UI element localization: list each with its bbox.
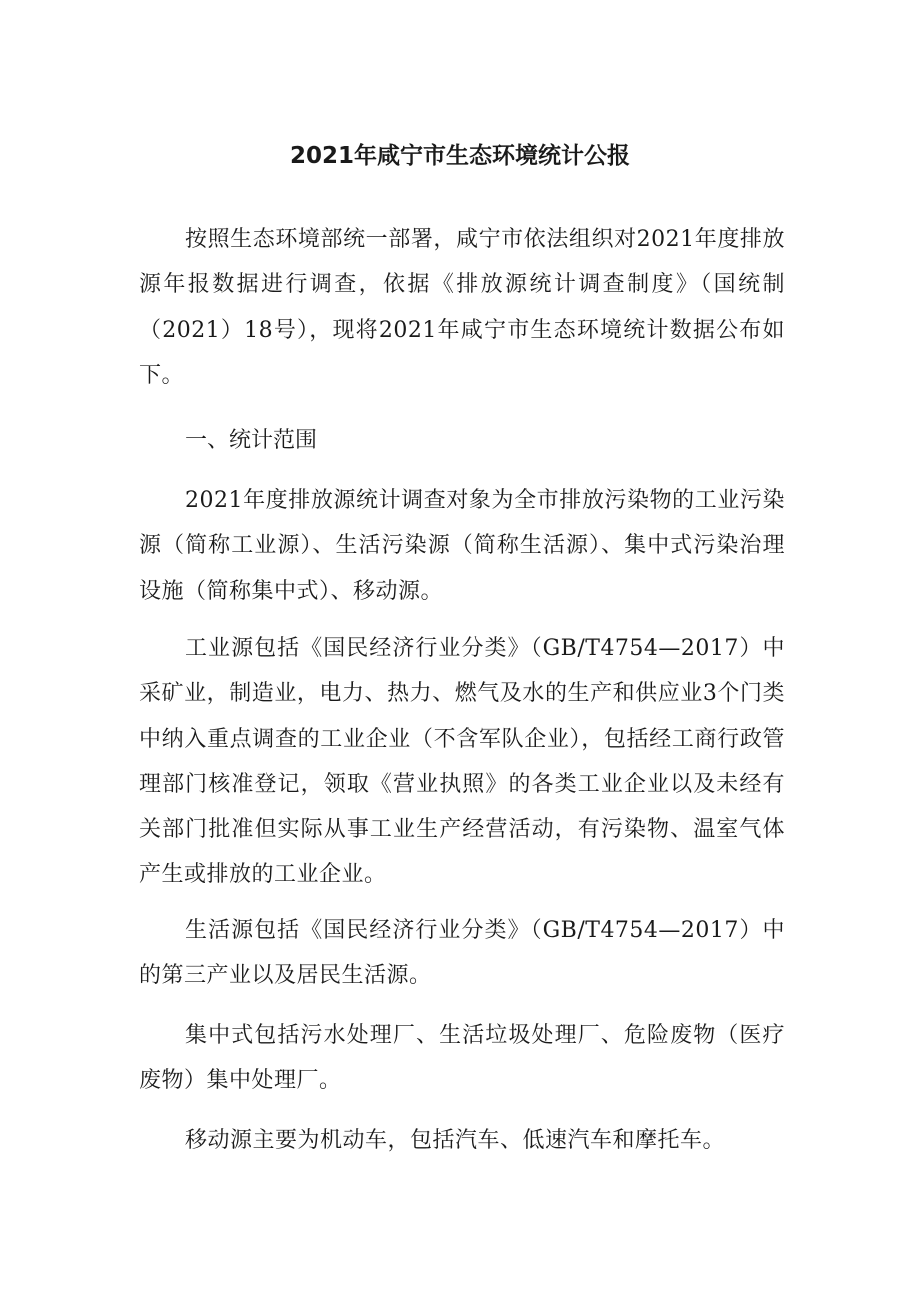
paragraph-mobile-sources: 移动源主要为机动车，包括汽车、低速汽车和摩托车。	[185, 1128, 726, 1153]
document-title: 2021年咸宁市生态环境统计公报	[289, 143, 630, 169]
intro-paragraph: 按照生态环境部统一部署，咸宁市依法组织对2021年度排放源年报数据进行调查，依据《排放源统计调查制度》（国统制（2021）18号），现将2021年咸宁市生态环境统计数据公布如下。	[139, 227, 785, 388]
section-heading-scope: 一、统计范围	[185, 428, 318, 453]
paragraph-living-sources: 生活源包括《国民经济行业分类》（GB/T4754—2017）中的第三产业以及居民生活源。	[139, 918, 785, 989]
paragraph-survey-scope: 2021年度排放源统计调查对象为全市排放污染物的工业污染源（简称工业源）、生活污染源（简称生活源）、集中式污染治理设施（简称集中式）、移动源。	[139, 488, 785, 604]
paragraph-centralized-facilities: 集中式包括污水处理厂、生活垃圾处理厂、危险废物（医疗废物）集中处理厂。	[139, 1023, 785, 1094]
paragraph-industrial-sources: 工业源包括《国民经济行业分类》（GB/T4754—2017）中采矿业，制造业，电力、热力、燃气及水的生产和供应业3个门类中纳入重点调查的工业企业（不含军队企业），包括经工商行政管理部门核准登记，领取《营业执照》的各类工业企业以及未经有关部门批准但实际从事工业生产经营活动，有污染物、温室气体产生或排放的工业企业。	[139, 636, 785, 888]
